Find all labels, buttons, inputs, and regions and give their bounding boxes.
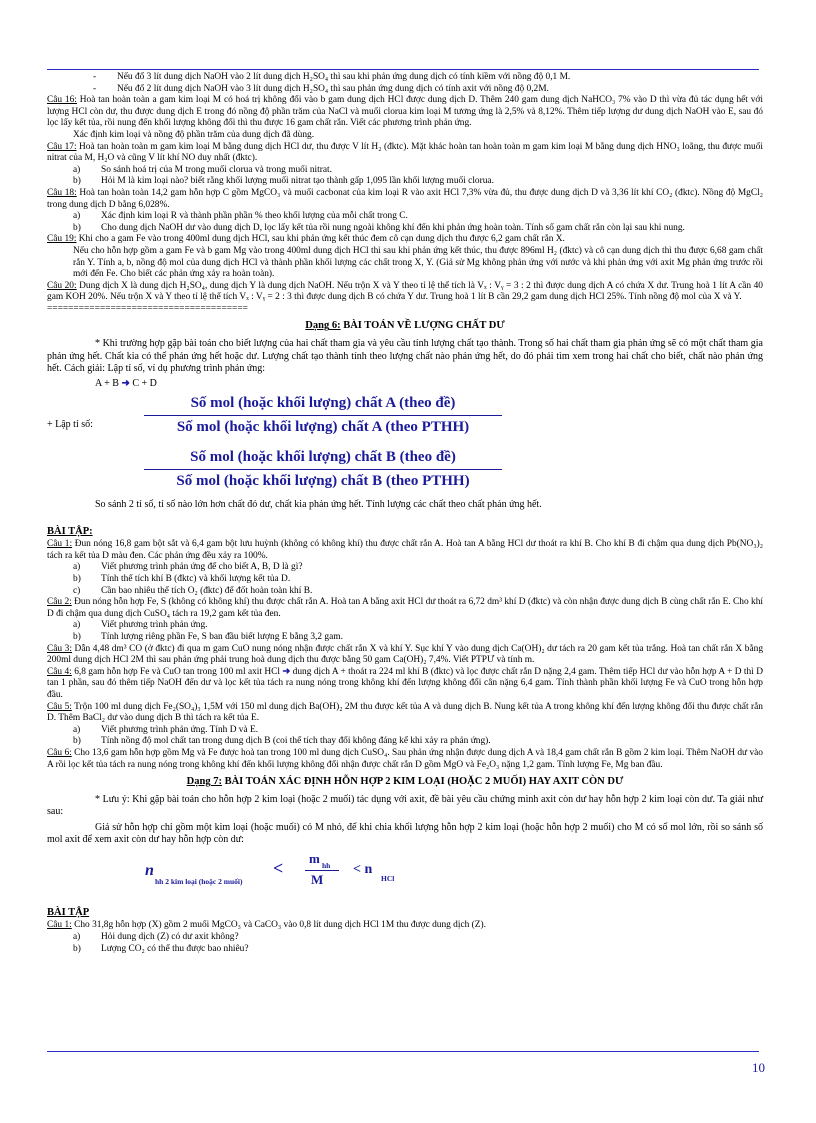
q18-item-a: a) Xác định kim loại R và thành phần phần % theo khối lượng của mỗi chất trong C. xyxy=(73,211,408,222)
d6-q5-item-a: a) Viết phương trình phản ứng. Tính D và E. xyxy=(73,724,259,735)
separator: ====================================== xyxy=(47,303,248,314)
ineq-n: n xyxy=(145,861,154,879)
arrow-right-icon: ➜ xyxy=(282,666,291,677)
dang6-intro: * Khi trường hợp gặp bài toán cho biết lượng của hai chất tham gia và yêu cầu tính lượng chất tạo thành. Trong số hai chất tham gia phản ứng sẽ có một chất tham gia phản ứng hết. Chất kia có thể phản ứng hết hoặc dư. Lượng chất tạo thành tính theo lượng chất nào phản ứng hết, do đó phải tìm xem trong hai chất cho biết, chất nào phản ứng hết. Cách giải: Lập tỉ số, ví dụ phương trình phản ứng: xyxy=(47,338,763,375)
q18-item-b: b) Cho dung dịch NaOH dư vào dung dịch D, lọc lấy kết tủa rồi nung ngoài không khí đến khi phản ứng hoàn toàn. Tính số gam chất rắn còn lại sau khi nung. xyxy=(73,222,685,233)
d7-question-1: Câu 1: Cho 31,8g hỗn hợp (X) gồm 2 muối MgCO₃ và CaCO₃ vào 0,8 lít dung dịch HCl 1M thu được dung dịch (Z). xyxy=(47,920,486,931)
d7-q1-item-b: b) Lượng CO₂ có thể thu được bao nhiêu? xyxy=(73,943,249,954)
d6-q5-item-b: b) Tính nồng độ mol chất tan trong dung dịch B (coi thể tích thay đổi không đáng kể khi xảy ra phản ứng). xyxy=(73,736,491,747)
fraction-b-bar xyxy=(144,469,502,470)
fraction-b-numerator: Số mol (hoặc khối lượng) chất B (theo đề) xyxy=(190,449,456,466)
fraction-a-numerator: Số mol (hoặc khối lượng) chất A (theo đề) xyxy=(190,395,456,412)
mole-inequality xyxy=(47,851,763,901)
bullet-2: - Nếu đổ 2 lít dung dịch NaOH vào 3 lít dung dịch H₂SO₄ thì sau phản ứng dung dịch có tính axit với nồng độ 0,2M. xyxy=(47,84,763,96)
ineq-hcl: HCl xyxy=(381,873,395,883)
ineq-subscript: hh 2 kim loại (hoặc 2 muối) xyxy=(155,876,243,886)
ratio-fractions xyxy=(47,393,763,497)
d6-q1-item-c: c) Cần bao nhiêu thể tích O₂ (đktc) để đốt hoàn toàn khí B. xyxy=(73,585,313,596)
bullet-1: - Nếu đổ 3 lít dung dịch NaOH vào 2 lít dung dịch H₂SO₄ thì sau khi phản ứng dung dịch có tính kiềm với nồng độ 0,1 M. xyxy=(47,72,763,84)
d6-q1-item-b: b) Tính thể tích khí B (đktc) và khối lượng kết tủa D. xyxy=(73,574,291,585)
fraction-a xyxy=(144,393,502,437)
dang7-heading: Dạng 7: BÀI TOÁN XÁC ĐỊNH HỖN HỢP 2 KIM LOẠI (HOẶC 2 MUỐI) HAY AXIT CÒN DƯ xyxy=(186,776,624,788)
d6-question-5: Câu 5: Trộn 100 ml dung dịch Fe₂(SO₄)₃ 1,5M với 150 ml dung dịch Ba(OH)₂ 2M thu được kết tủa A và dung dịch B. Nung kết tủa A trong không khí đến lượng không đổi thu được chất rắn D. Thêm BaCl₂ dư vào dung dịch B thì tách ra kết tủa E. xyxy=(47,701,763,724)
bottom-rule xyxy=(47,1051,759,1052)
d6-q1-item-a: a) Viết phương trình phản ứng để cho biết A, B, D là gì? xyxy=(73,562,303,573)
question-20: Câu 20: Dung dịch X là dung dịch H₂SO₄, dung dịch Y là dung dịch NaOH. Nếu trộn X và Y theo tỉ lệ thể tích là Vₓ : Vᵧ = 3 : 2 thì được dung dịch A có chứa X dư. Trung hoà 1 lít A cần 40 gam KOH 20%. Nếu trộn X và Y theo tỉ lệ thể tích Vₓ : Vᵧ = 2 : 3 thì được dung dịch B có chứa Y dư. Trung hoà 1 lít B cần 29,2 gam dung dịch HCl 25%. Tính nồng độ mol của X và Y. xyxy=(47,280,763,303)
d6-question-3: Câu 3: Dẫn 4,48 dm³ CO (ở đktc) đi qua m gam CuO nung nóng nhận được chất rắn X và khí Y. Sục khí Y vào dung dịch Ca(OH)₂ dư tách ra 20 gam kết tủa trắng. Hoà tan chất rắn X bằng 200ml dung dịch HCl 2M thì sau phản ứng phải trung hoà dung dịch thu được bằng 50 gam Ca(OH)₂ 7,4%. Viết PTPƯ và tính m. xyxy=(47,643,764,666)
fraction-b-denominator: Số mol (hoặc khối lượng) chất B (theo PTHH) xyxy=(176,473,470,490)
fraction-a-bar xyxy=(144,415,502,416)
dang6-exercises-title: BÀI TẬP: xyxy=(47,525,93,537)
ineq-denominator: M xyxy=(311,871,324,887)
d6-question-1: Câu 1: Đun nóng 16,8 gam bột sắt và 6,4 gam bột lưu huỳnh (không có không khí) thu được chất rắn A. Hoà tan A bằng HCl dư thoát ra khí B. Cho khí B đi chậm qua dung dịch Pb(NO₃)₂ tách ra kết tủa D màu đen. Các phản ứng đều xảy ra 100%. xyxy=(47,539,763,561)
d7-q1-item-a: a) Hỏi dung dịch (Z) có dư axit không? xyxy=(73,931,239,942)
question-19-followup: Nếu cho hỗn hợp gồm a gam Fe và b gam Mg vào trong 400ml dung dịch HCl thì sau khi phản ứng kết thúc, thu được 896ml H₂ (đktc) và cô cạn dung dịch thì thu được 6,68 gam chất rắn Y. Tính a, b, nồng độ mol của dung dịch HCl và thành phần khối lượng các chất trong X, Y. (Giả sử Mg không phản ứng với nước và khi phản ứng với axit Mg phản ứng trước rồi mới đến Fe. Cho biết các phản ứng xảy ra hoàn toàn). xyxy=(73,245,763,280)
dang7-assume: Giả sử hỗn hợp chỉ gồm một kim loại (hoặc muối) có M nhỏ, để khi chia khối lượng hỗn hợp 2 kim loại (hoặc hỗn hợp 2 muối) cho M có số mol lớn, rồi so sánh số mol axit để xem axit còn dư hay hỗn hợp còn dư: xyxy=(47,821,763,846)
fraction-a-denominator: Số mol (hoặc khối lượng) chất A (theo PTHH) xyxy=(176,419,470,436)
d6-q2-item-a: a) Viết phương trình phản ứng. xyxy=(73,620,208,631)
d6-q2-item-b: b) Tính lượng riêng phần Fe, S ban đầu biết lượng E bằng 3,2 gam. xyxy=(73,632,343,642)
q17-item-b: b) Hỏi M là kim loại nào? biết rằng khối lượng muối nitrat tạo thành gấp 1,095 lần khối lượng muối clorua. xyxy=(73,176,494,187)
d6-question-2: Câu 2: Đun nóng hỗn hợp Fe, S (không có không khí) thu được chất rắn A. Hoà tan A bằng axit HCl dư thoát ra 6,72 dm³ khí D (đktc) và còn nhận được dung dịch B cùng chất rắn E. Cho khí D đi chậm qua dung dịch CuSO₄ tách ra 19,2 gam kết tủa đen. xyxy=(47,597,763,619)
ineq-less-than-2: < n xyxy=(353,861,373,877)
ineq-less-than-1: < xyxy=(273,857,284,878)
ineq-numerator-sub: hh xyxy=(322,860,331,870)
dang7-exercises-title: BÀI TẬP xyxy=(47,906,90,918)
question-16-followup: Xác định kim loại và nồng độ phần trăm của dung dịch đã dùng. xyxy=(73,129,315,140)
ineq-numerator: m xyxy=(309,850,320,866)
question-18: Câu 18: Hoà tan hoàn toàn 14,2 gam hỗn hợp C gồm MgCO₃ và muối cacbonat của kim loại R vào axit HCl 7,3% vừa đủ, thu được dung dịch D và 3,36 lít khí CO₂ (đktc). Nồng độ MgCl₂ trong dung dịch D bằng 6,028%. xyxy=(47,187,763,210)
compare-text: So sánh 2 tỉ số, tỉ số nào lớn hơn chất đó dư, chất kia phản ứng hết. Tính lượng các chất theo chất phản ứng hết. xyxy=(95,499,542,511)
page-number: 10 xyxy=(752,1060,765,1075)
reaction-equation: A + B ➜ C + D xyxy=(95,377,157,389)
d6-question-6: Câu 6: Cho 13,6 gam hỗn hợp gồm Mg và Fe được hoà tan trong 100 ml dung dịch CuSO₄. Sau phản ứng nhận được dung dịch A và 18,4 gam chất rắn B gồm 2 kim loại. Thêm NaOH dư vào A rồi lọc kết tủa tách ra nung nóng trong không khí đến khối lượng không đổi nhận được chất rắn D gồm MgO và Fe₂O₃ nặng 1,2 gam. Tính lượng Fe, Mg ban đầu. xyxy=(47,747,763,770)
question-16: Câu 16: Hoà tan hoàn toàn a gam kim loại M có hoá trị không đổi vào b gam dung dịch HCl được dung dịch D. Thêm 240 gam dung dịch NaHCO₃ 7% vào D thì vừa đủ tác dụng hết với lượng HCl còn dư, thu được dung dịch E trong đó nồng độ phần trăm của NaCl và muối clorua kim loại M tương ứng là 2,5% và 8,12%. Thêm tiếp lượng dư dung dịch NaOH vào E, sau đó lọc lấy kết tủa, rồi nung đến khối lượng không đổi thì thu được 16 gam chất rắn. Viết các phương trình phản ứng. xyxy=(47,95,763,129)
q17-item-a: a) So sánh hoá trị của M trong muối clorua và trong muối nitrat. xyxy=(73,164,332,175)
question-19: Câu 19: Khi cho a gam Fe vào trong 400ml dung dịch HCl, sau khi phản ứng kết thúc đem cô cạn dung dịch thu được 6,2 gam chất rắn X. xyxy=(47,234,565,245)
ineq-fraction-bar xyxy=(305,870,339,871)
dang7-note: * Lưu ý: Khi gặp bài toán cho hỗn hợp 2 kim loại (hoặc 2 muối) tác dụng với axit, đề bài yêu cầu chứng minh axit còn dư hay hỗn hợp 2 kim loại còn dư. Ta giải như sau: xyxy=(47,793,763,818)
arrow-right-icon: ➜ xyxy=(121,377,130,389)
fraction-b xyxy=(144,447,502,491)
d6-question-4: Câu 4: 6,8 gam hỗn hợp Fe và CuO tan trong 100 ml axit HCl ➜ dung dịch A + thoát ra 224 ml khí B (đktc) và lọc được chất rắn D nặng 2,4 gam. Thêm tiếp HCl dư vào hỗn hợp A + D thì D tan 1 phần, sau đó thêm tiếp NaOH đến dư và lọc kết tủa tách ra nung nóng trong không khí đến lượng không đổi cân nặng 6,4 gam. Tính thành phần khối lượng Fe và CuO trong hỗn hợp đầu. xyxy=(47,666,763,700)
ratio-label: + Lập tỉ số: xyxy=(47,419,93,431)
page-content xyxy=(47,72,763,955)
question-17: Câu 17: Hoà tan hoàn toàn m gam kim loại M bằng dung dịch HCl dư, thu được V lít H₂ (đktc). Mặt khác hoàn tan hoàn toàn m gam kim loại M bằng dung dịch HNO₃ loãng, thu được muối nitrat của M, H₂O và cũng V lít khí NO duy nhất (đktc). xyxy=(47,141,763,164)
top-rule xyxy=(47,69,759,70)
dang6-heading: Dạng 6: BÀI TOÁN VỀ LƯỢNG CHẤT DƯ xyxy=(305,320,505,332)
